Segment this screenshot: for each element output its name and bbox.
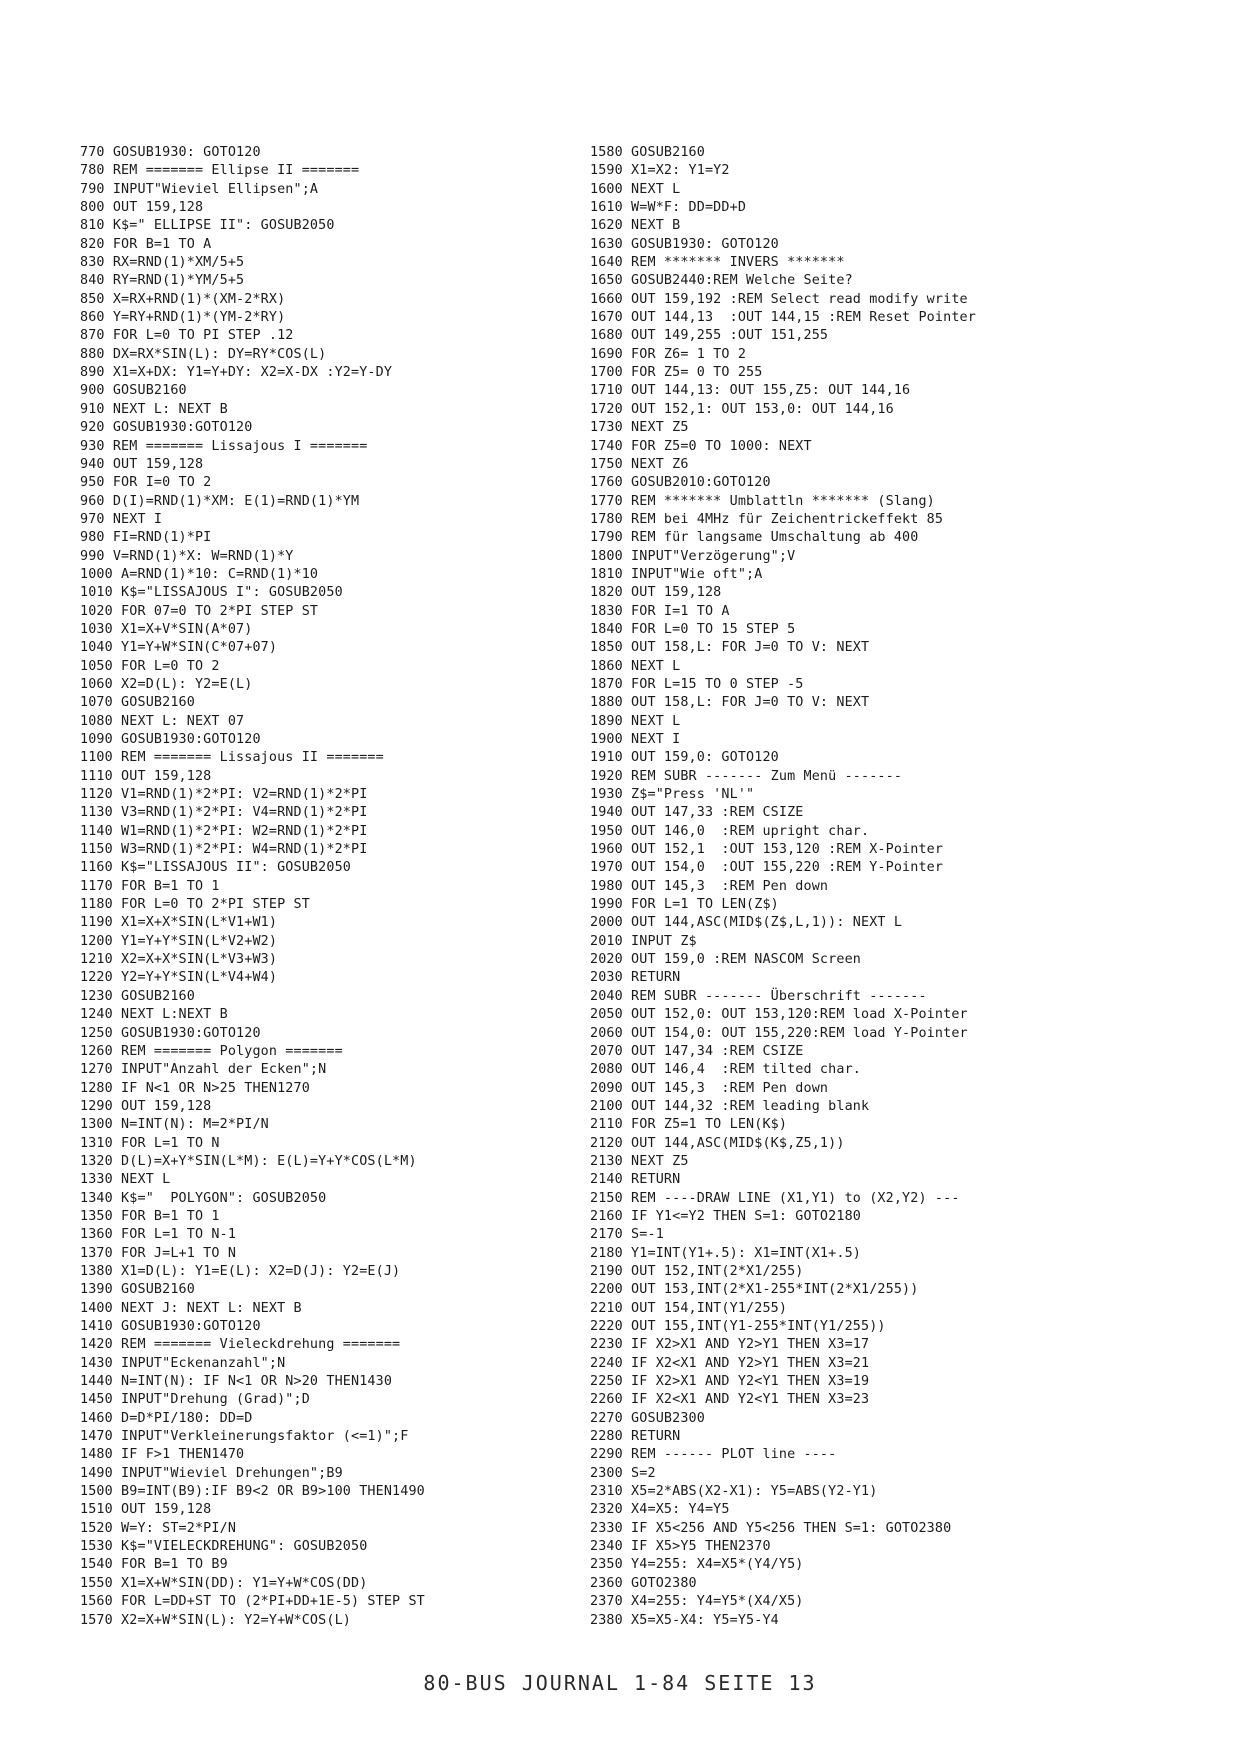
- code-line: 1370 FOR J=L+1 TO N: [80, 1245, 237, 1261]
- code-line: 2000 OUT 144,ASC(MID$(Z$,L,1)): NEXT L: [590, 915, 903, 931]
- code-line: 2050 OUT 152,0: OUT 153,120:REM load X-Pointer: [590, 1007, 968, 1023]
- code-line: 1470 INPUT"Verkleinerungsfaktor (<=1)";F: [80, 1429, 409, 1445]
- code-line: 860 Y=RY+RND(1)*(YM-2*RY): [80, 310, 286, 326]
- code-line: 970 NEXT I: [80, 511, 163, 527]
- code-line: 1630 GOSUB1930: GOTO120: [590, 236, 779, 252]
- code-line: 2380 X5=X5-X4: Y5=Y5-Y4: [590, 1612, 779, 1628]
- code-line: 1110 OUT 159,128: [80, 768, 212, 784]
- code-line: 2180 Y1=INT(Y1+.5): X1=INT(X1+.5): [590, 1245, 861, 1261]
- code-line: 1050 FOR L=0 TO 2: [80, 658, 220, 674]
- code-line: 940 OUT 159,128: [80, 456, 204, 472]
- code-line: 1670 OUT 144,13 :OUT 144,15 :REM Reset Pointer: [590, 310, 976, 326]
- code-line: 2330 IF X5<256 AND Y5<256 THEN S=1: GOTO2380: [590, 1520, 952, 1536]
- code-line: 2220 OUT 155,INT(Y1-255*INT(Y1/255)): [590, 1319, 886, 1334]
- code-line: 1150 W3=RND(1)*2*PI: W4=RND(1)*2*PI: [80, 842, 368, 858]
- code-line: 1290 OUT 159,128: [80, 1098, 212, 1114]
- code-line: 1700 FOR Z5= 0 TO 255: [590, 365, 763, 381]
- code-line: 880 DX=RX*SIN(L): DY=RY*COS(L): [80, 346, 327, 362]
- code-line: 2290 REM ------ PLOT line ----: [590, 1447, 837, 1463]
- code-line: 1100 REM ======= Lissajous II =======: [80, 750, 384, 766]
- code-line: 1000 A=RND(1)*10: C=RND(1)*10: [80, 566, 319, 582]
- code-line: 810 K$=" ELLIPSE II": GOSUB2050: [80, 218, 335, 234]
- code-line: 850 X=RX+RND(1)*(XM-2*RX): [80, 291, 286, 307]
- code-line: 1990 FOR L=1 TO LEN(Z$): [590, 897, 779, 913]
- code-line: 1850 OUT 158,L: FOR J=0 TO V: NEXT: [590, 640, 870, 656]
- code-line: 2030 RETURN: [590, 970, 681, 986]
- code-line: 2070 OUT 147,34 :REM CSIZE: [590, 1043, 804, 1059]
- code-line: 1030 X1=X+V*SIN(A*07): [80, 621, 253, 637]
- code-line: 2110 FOR Z5=1 TO LEN(K$): [590, 1117, 788, 1133]
- code-line: 1120 V1=RND(1)*2*PI: V2=RND(1)*2*PI: [80, 787, 368, 803]
- code-line: 1930 Z$="Press 'NL'": [590, 787, 755, 803]
- code-line: 2170 S=-1: [590, 1227, 664, 1243]
- code-line: 1310 FOR L=1 TO N: [80, 1135, 220, 1151]
- code-line: 2120 OUT 144,ASC(MID$(K$,Z5,1)): [590, 1135, 845, 1151]
- code-line: 1430 INPUT"Eckenanzahl";N: [80, 1355, 286, 1371]
- code-line: 1570 X2=X+W*SIN(L): Y2=Y+W*COS(L): [80, 1612, 351, 1628]
- code-line: 1550 X1=X+W*SIN(DD): Y1=Y+W*COS(DD): [80, 1575, 368, 1591]
- code-line: 1170 FOR B=1 TO 1: [80, 878, 220, 894]
- code-line: 960 D(I)=RND(1)*XM: E(1)=RND(1)*YM: [80, 493, 360, 509]
- code-line: 1580 GOSUB2160: [590, 145, 705, 160]
- code-line: 1380 X1=D(L): Y1=E(L): X2=D(J): Y2=E(J): [80, 1263, 401, 1279]
- code-line: 1010 K$="LISSAJOUS I": GOSUB2050: [80, 585, 343, 601]
- code-line: 1600 NEXT L: [590, 181, 681, 197]
- code-line: 1900 NEXT I: [590, 732, 681, 747]
- code-line: 1770 REM ******* Umblattln ******* (Slang): [590, 493, 935, 509]
- code-line: 1070 GOSUB2160: [80, 695, 195, 711]
- code-line: 2150 REM ----DRAW LINE (X1,Y1) to (X2,Y2) ---: [590, 1190, 960, 1206]
- code-line: 1080 NEXT L: NEXT 07: [80, 713, 245, 729]
- code-line: 1730 NEXT Z5: [590, 420, 689, 436]
- code-line: 1910 OUT 159,0: GOTO120: [590, 750, 779, 766]
- code-line: 1950 OUT 146,0 :REM upright char.: [590, 823, 870, 839]
- code-line: 1710 OUT 144,13: OUT 155,Z5: OUT 144,16: [590, 383, 911, 399]
- code-line: 1160 K$="LISSAJOUS II": GOSUB2050: [80, 860, 351, 876]
- code-line: 1140 W1=RND(1)*2*PI: W2=RND(1)*2*PI: [80, 823, 368, 839]
- code-line: 1840 FOR L=0 TO 15 STEP 5: [590, 621, 796, 637]
- code-line: 1860 NEXT L: [590, 658, 681, 674]
- code-line: 2130 NEXT Z5: [590, 1153, 689, 1169]
- code-line: 1450 INPUT"Drehung (Grad)";D: [80, 1392, 310, 1408]
- code-line: 1890 NEXT L: [590, 713, 681, 729]
- code-line: 2080 OUT 146,4 :REM tilted char.: [590, 1062, 861, 1078]
- code-line: 2280 RETURN: [590, 1429, 681, 1445]
- code-line: 1810 INPUT"Wie oft";A: [590, 566, 763, 582]
- code-line: 1680 OUT 149,255 :OUT 151,255: [590, 328, 829, 344]
- code-line: 1590 X1=X2: Y1=Y2: [590, 163, 730, 179]
- code-line: 1460 D=D*PI/180: DD=D: [80, 1410, 253, 1426]
- code-line: 1960 OUT 152,1 :OUT 153,120 :REM X-Pointer: [590, 842, 944, 858]
- code-line: 1090 GOSUB1930:GOTO120: [80, 732, 261, 747]
- code-line: 1480 IF F>1 THEN1470: [80, 1447, 245, 1463]
- code-line: 1200 Y1=Y+Y*SIN(L*V2+W2): [80, 933, 278, 949]
- code-line: 2260 IF X2<X1 AND Y2<Y1 THEN X3=23: [590, 1392, 870, 1408]
- code-line: 1300 N=INT(N): M=2*PI/N: [80, 1117, 269, 1133]
- code-line: 1660 OUT 159,192 :REM Select read modify write: [590, 291, 968, 307]
- code-line: 2060 OUT 154,0: OUT 155,220:REM load Y-Pointer: [590, 1025, 968, 1041]
- code-line: 2040 REM SUBR ------- Überschrift -------: [590, 988, 927, 1004]
- code-line: 1520 W=Y: ST=2*PI/N: [80, 1520, 237, 1536]
- code-line: 1220 Y2=Y+Y*SIN(L*V4+W4): [80, 970, 278, 986]
- code-line: 1270 INPUT"Anzahl der Ecken";N: [80, 1062, 327, 1078]
- code-line: 1790 REM für langsame Umschaltung ab 400: [590, 530, 919, 546]
- code-line: 1490 INPUT"Wieviel Drehungen";B9: [80, 1465, 343, 1481]
- code-line: 770 GOSUB1930: GOTO120: [80, 145, 261, 160]
- code-line: 1980 OUT 145,3 :REM Pen down: [590, 878, 829, 894]
- code-line: 820 FOR B=1 TO A: [80, 236, 212, 252]
- code-line: 840 RY=RND(1)*YM/5+5: [80, 273, 245, 289]
- code-line: 1250 GOSUB1930:GOTO120: [80, 1025, 261, 1041]
- code-line: 980 FI=RND(1)*PI: [80, 530, 212, 546]
- code-line: 1410 GOSUB1930:GOTO120: [80, 1319, 261, 1334]
- code-line: 1190 X1=X+X*SIN(L*V1+W1): [80, 915, 278, 931]
- page-footer: 80-BUS JOURNAL 1-84 SEITE 13: [423, 1671, 817, 1695]
- code-line: 1020 FOR 07=0 TO 2*PI STEP ST: [80, 603, 319, 619]
- code-line: 890 X1=X+DX: Y1=Y+DY: X2=X-DX :Y2=Y-DY: [80, 365, 393, 381]
- code-line: 1350 FOR B=1 TO 1: [80, 1208, 220, 1224]
- code-line: 2370 X4=255: Y4=Y5*(X4/X5): [590, 1594, 804, 1610]
- code-line: 2210 OUT 154,INT(Y1/255): [590, 1300, 788, 1316]
- code-line: 1510 OUT 159,128: [80, 1502, 212, 1518]
- code-line: 2190 OUT 152,INT(2*X1/255): [590, 1263, 804, 1279]
- code-line: 2340 IF X5>Y5 THEN2370: [590, 1539, 771, 1555]
- code-line: 2160 IF Y1<=Y2 THEN S=1: GOTO2180: [590, 1208, 861, 1224]
- code-line: 1500 B9=INT(B9):IF B9<2 OR B9>100 THEN1490: [80, 1484, 425, 1500]
- code-line: 2140 RETURN: [590, 1172, 681, 1188]
- code-line: 830 RX=RND(1)*XM/5+5: [80, 255, 245, 271]
- code-line: 800 OUT 159,128: [80, 200, 204, 216]
- code-line: 780 REM ======= Ellipse II =======: [80, 163, 360, 179]
- code-line: 2360 GOTO2380: [590, 1575, 697, 1591]
- code-line: 1620 NEXT B: [590, 218, 681, 234]
- code-line: 1230 GOSUB2160: [80, 988, 195, 1004]
- code-line: 2200 OUT 153,INT(2*X1-255*INT(2*X1/255)): [590, 1282, 919, 1298]
- code-line: 1750 NEXT Z6: [590, 456, 689, 472]
- code-line: 950 FOR I=0 TO 2: [80, 475, 212, 491]
- code-line: 1240 NEXT L:NEXT B: [80, 1007, 228, 1023]
- code-line: 790 INPUT"Wieviel Ellipsen";A: [80, 181, 319, 197]
- code-line: 1360 FOR L=1 TO N-1: [80, 1227, 237, 1243]
- code-line: 1130 V3=RND(1)*2*PI: V4=RND(1)*2*PI: [80, 805, 368, 821]
- code-line: 1780 REM bei 4MHz für Zeichentrickeffekt 85: [590, 511, 944, 527]
- code-line: 1060 X2=D(L): Y2=E(L): [80, 676, 253, 692]
- code-line: 900 GOSUB2160: [80, 383, 187, 399]
- code-line: 2350 Y4=255: X4=X5*(Y4/Y5): [590, 1557, 804, 1573]
- code-line: 2020 OUT 159,0 :REM NASCOM Screen: [590, 952, 861, 968]
- code-line: 1560 FOR L=DD+ST TO (2*PI+DD+1E-5) STEP ST: [80, 1594, 425, 1610]
- code-line: 1830 FOR I=1 TO A: [590, 603, 730, 619]
- code-line: 1720 OUT 152,1: OUT 153,0: OUT 144,16: [590, 401, 894, 417]
- code-line: 2300 S=2: [590, 1465, 656, 1481]
- code-line: 2320 X4=X5: Y4=Y5: [590, 1502, 730, 1518]
- code-line: 1760 GOSUB2010:GOTO120: [590, 475, 771, 491]
- code-line: 2240 IF X2<X1 AND Y2>Y1 THEN X3=21: [590, 1355, 870, 1371]
- code-line: 1970 OUT 154,0 :OUT 155,220 :REM Y-Pointer: [590, 860, 944, 876]
- code-line: 1180 FOR L=0 TO 2*PI STEP ST: [80, 897, 310, 913]
- code-line: 1870 FOR L=15 TO 0 STEP -5: [590, 676, 804, 692]
- code-line: 1540 FOR B=1 TO B9: [80, 1557, 228, 1573]
- code-line: 1610 W=W*F: DD=DD+D: [590, 200, 747, 216]
- code-line: 1390 GOSUB2160: [80, 1282, 195, 1298]
- code-line: 2010 INPUT Z$: [590, 933, 697, 949]
- code-line: 2230 IF X2>X1 AND Y2>Y1 THEN X3=17: [590, 1337, 870, 1353]
- code-line: 1920 REM SUBR ------- Zum Menü -------: [590, 768, 903, 784]
- code-line: 1040 Y1=Y+W*SIN(C*07+07): [80, 640, 278, 656]
- code-line: 2250 IF X2>X1 AND Y2<Y1 THEN X3=19: [590, 1374, 870, 1390]
- code-line: 1880 OUT 158,L: FOR J=0 TO V: NEXT: [590, 695, 870, 711]
- code-line: 870 FOR L=0 TO PI STEP .12: [80, 328, 294, 344]
- code-line: 1650 GOSUB2440:REM Welche Seite?: [590, 273, 853, 289]
- code-line: 1330 NEXT L: [80, 1172, 171, 1188]
- code-line: 1800 INPUT"Verzögerung";V: [590, 548, 796, 564]
- code-line: 930 REM ======= Lissajous I =======: [80, 438, 368, 454]
- code-line: 910 NEXT L: NEXT B: [80, 401, 228, 417]
- code-line: 990 V=RND(1)*X: W=RND(1)*Y: [80, 548, 294, 564]
- code-line: 920 GOSUB1930:GOTO120: [80, 420, 253, 436]
- code-line: 2090 OUT 145,3 :REM Pen down: [590, 1080, 829, 1096]
- code-line: 1260 REM ======= Polygon =======: [80, 1043, 343, 1059]
- code-line: 1320 D(L)=X+Y*SIN(L*M): E(L)=Y+Y*COS(L*M): [80, 1153, 417, 1169]
- code-line: 1940 OUT 147,33 :REM CSIZE: [590, 805, 804, 821]
- code-line: 1440 N=INT(N): IF N<1 OR N>20 THEN1430: [80, 1374, 393, 1390]
- listing-column-left: [80, 144, 580, 1630]
- code-line: 1820 OUT 159,128: [590, 585, 722, 601]
- code-line: 1690 FOR Z6= 1 TO 2: [590, 346, 747, 362]
- listing-column-right: [590, 144, 1150, 1630]
- code-line: 2270 GOSUB2300: [590, 1410, 705, 1426]
- code-line: 2100 OUT 144,32 :REM leading blank: [590, 1098, 870, 1114]
- code-line: 1420 REM ======= Vieleckdrehung =======: [80, 1337, 401, 1353]
- code-line: 1340 K$=" POLYGON": GOSUB2050: [80, 1190, 327, 1206]
- code-line: 1280 IF N<1 OR N>25 THEN1270: [80, 1080, 310, 1096]
- code-line: 1400 NEXT J: NEXT L: NEXT B: [80, 1300, 302, 1316]
- code-line: 1740 FOR Z5=0 TO 1000: NEXT: [590, 438, 812, 454]
- code-line: 1210 X2=X+X*SIN(L*V3+W3): [80, 952, 278, 968]
- code-line: 1530 K$="VIELECKDREHUNG": GOSUB2050: [80, 1539, 368, 1555]
- code-line: 2310 X5=2*ABS(X2-X1): Y5=ABS(Y2-Y1): [590, 1484, 878, 1500]
- code-line: 1640 REM ******* INVERS *******: [590, 255, 845, 271]
